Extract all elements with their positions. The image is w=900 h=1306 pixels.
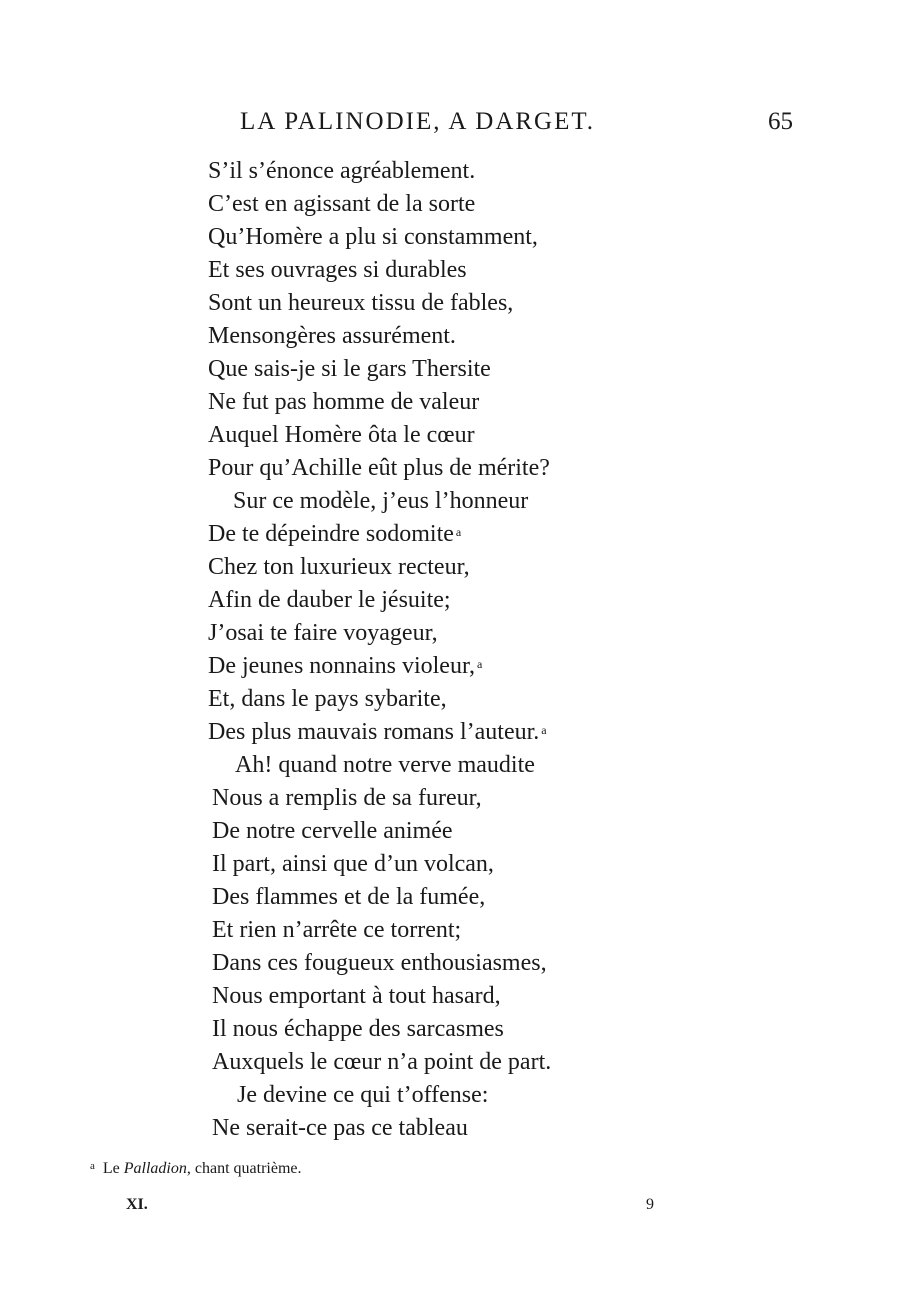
verse-line: [208, 551, 470, 584]
footnote: [90, 1160, 302, 1178]
verse-line: [208, 155, 475, 188]
verse-line-text: S’il s’énonce agréablement.: [208, 158, 476, 184]
running-title: LA PALINODIE, A DARGET.: [240, 108, 596, 135]
verse-line-text: Je devine ce qui t’offense:: [237, 1082, 489, 1108]
verse-line: [212, 848, 494, 881]
verse-line-text: Ah! quand notre verve maudite: [235, 752, 535, 778]
verse-line: [212, 815, 453, 848]
verse-line-text: Qu’Homère a plu si constamment,: [208, 224, 538, 250]
verse-line: [208, 221, 538, 254]
verse-line-text: Sur ce modèle, j’eus l’honneur: [233, 488, 529, 514]
verse-line: [212, 782, 482, 815]
verse-line-text: Pour qu’Achille eût plus de mérite?: [208, 455, 550, 481]
verse-line: [212, 1013, 504, 1046]
verse-line-text: Sont un heureux tissu de fables,: [208, 290, 514, 316]
verse-line-text: Des plus mauvais romans l’auteur.: [208, 719, 540, 745]
verse-line-text: De jeunes nonnains violeur,: [208, 653, 475, 679]
verse-line: [208, 254, 467, 287]
footnote-suffix: , chant quatrième.: [186, 1160, 302, 1177]
verse-line: [208, 452, 550, 485]
verse-line-text: Ne serait-ce pas ce tableau: [212, 1115, 468, 1141]
verse-line-text: Ne fut pas homme de valeur: [208, 389, 480, 415]
verse-line-text: J’osai te faire voyageur,: [208, 620, 438, 646]
verse-line: [208, 518, 461, 551]
verse-line-text: Et ses ouvrages si durables: [208, 257, 467, 283]
verse-line: [212, 881, 485, 914]
footnote-title: Palladion: [123, 1160, 187, 1177]
verse-line-text: Que sais-je si le gars Thersite: [208, 356, 491, 382]
verse-line-text: Et rien n’arrête ce torrent;: [212, 917, 462, 943]
verse-line: [235, 749, 535, 782]
verse-line: [237, 1079, 488, 1112]
verse-line-text: Chez ton luxurieux recteur,: [208, 554, 470, 580]
verse-line-text: Auxquels le cœur n’a point de part.: [212, 1049, 552, 1075]
verse-line: [212, 947, 547, 980]
footnote-reference: a: [455, 525, 462, 539]
verse-line: [212, 1046, 551, 1079]
verse-line-text: Dans ces fougueux enthousiasmes,: [212, 950, 547, 976]
verse-line-text: Nous emportant à tout hasard,: [212, 983, 501, 1009]
verse-line-text: Nous a remplis de sa fureur,: [212, 785, 482, 811]
footnote-marker: a: [90, 1160, 95, 1172]
verse-line-text: C’est en agissant de la sorte: [208, 191, 476, 217]
verse-line-text: Des flammes et de la fumée,: [212, 884, 486, 910]
verse-line-text: Il part, ainsi que d’un volcan,: [212, 851, 494, 877]
verse-line-text: Afin de dauber le jésuite;: [208, 587, 451, 613]
verse-line: [208, 353, 491, 386]
verse-line-text: De te dépeindre sodomite: [208, 521, 454, 547]
verse-line: [212, 914, 461, 947]
verse-line: [208, 584, 451, 617]
footnote-prefix: Le: [102, 1160, 120, 1177]
verse-line-text: Auquel Homère ôta le cœur: [208, 422, 475, 448]
verse-line: [208, 716, 547, 749]
verse-line: [208, 188, 475, 221]
verse-line: [208, 617, 438, 650]
signature-sheet: 9: [646, 1196, 654, 1213]
verse-line-text: Mensongères assurément.: [208, 323, 456, 349]
footnote-reference: a: [541, 723, 547, 737]
verse-line: [208, 650, 482, 683]
verse-line-text: Il nous échappe des sarcasmes: [212, 1016, 504, 1042]
verse-line: [208, 419, 475, 452]
page-number: 65: [768, 108, 793, 135]
verse-line: [208, 386, 479, 419]
verse-line: [212, 1112, 468, 1145]
verse-line: [233, 485, 528, 518]
verse-line-text: Et, dans le pays sybarite,: [208, 686, 447, 712]
verse-line: [212, 980, 501, 1013]
verse-line: [208, 287, 513, 320]
signature-volume: XI.: [126, 1196, 148, 1213]
verse-line: [208, 683, 447, 716]
verse-line: [208, 320, 456, 353]
verse-line-text: De notre cervelle animée: [212, 818, 453, 844]
footnote-reference: a: [476, 657, 483, 671]
